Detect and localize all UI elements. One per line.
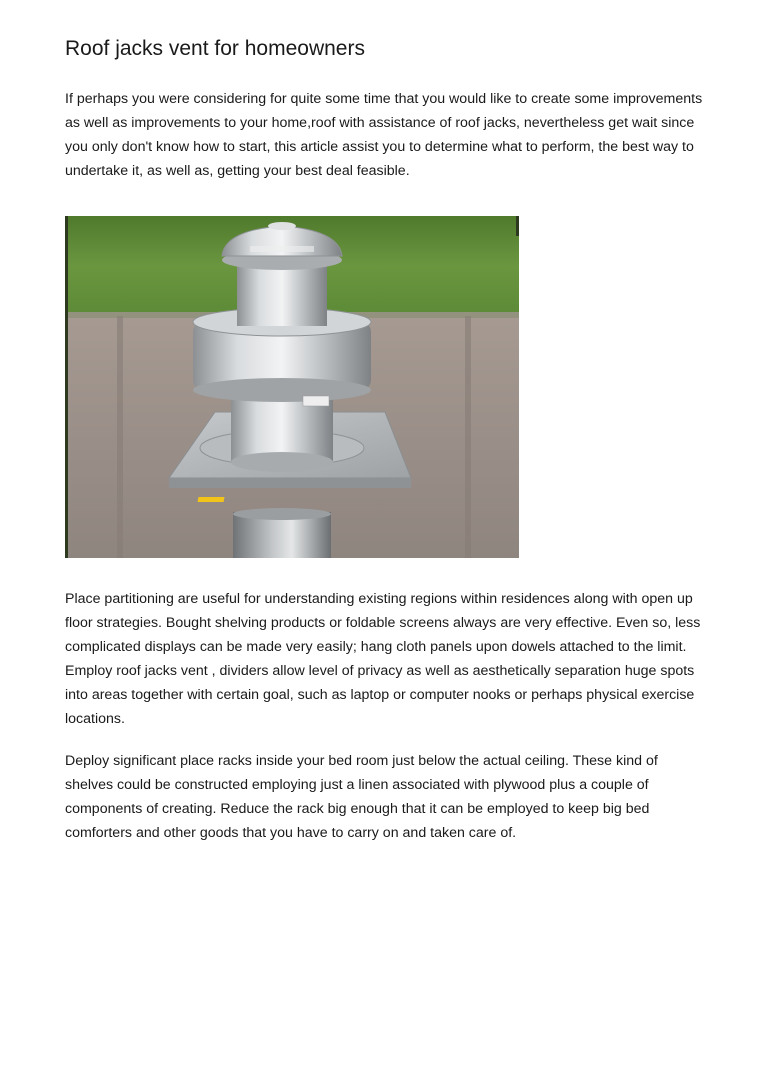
body-paragraph: Deploy significant place racks inside your bed room just below the actual ceiling. These kind of shelves could be constructed employing just a linen associated with plywood plus a couple of components of creating. Reduce the rack big enough that it can be employed to keep big bed comforters and other goods that you have to carry on and taken care of. xyxy=(65,753,658,841)
page-title: Roof jacks vent for homeowners xyxy=(65,37,365,60)
body-paragraph: Place partitioning are useful for understanding existing regions within residences along with open up floor strategies. Bought shelving products or foldable screens always are very effective. Even so, less complicated displays can be made very easily; hang cloth panels upon dowels attached to the limit. Employ roof jacks vent , dividers allow level of privacy as well as aesthetically separation huge spots into areas together with certain goal, such as laptop or computer nooks or perhaps physical exercise locations. xyxy=(65,591,701,727)
roof-jack-vent-illustration xyxy=(65,216,519,558)
intro-paragraph: If perhaps you were considering for quite some time that you would like to create some improvements as well as improvements to your home,roof with assistance of roof jacks, nevertheless get wait since you only don't know how to start, this article assist you to determine what to perform, the best way to undertake it, as well as, getting your best deal feasible. xyxy=(65,91,703,179)
roof-jack-vent-photo xyxy=(65,216,519,558)
